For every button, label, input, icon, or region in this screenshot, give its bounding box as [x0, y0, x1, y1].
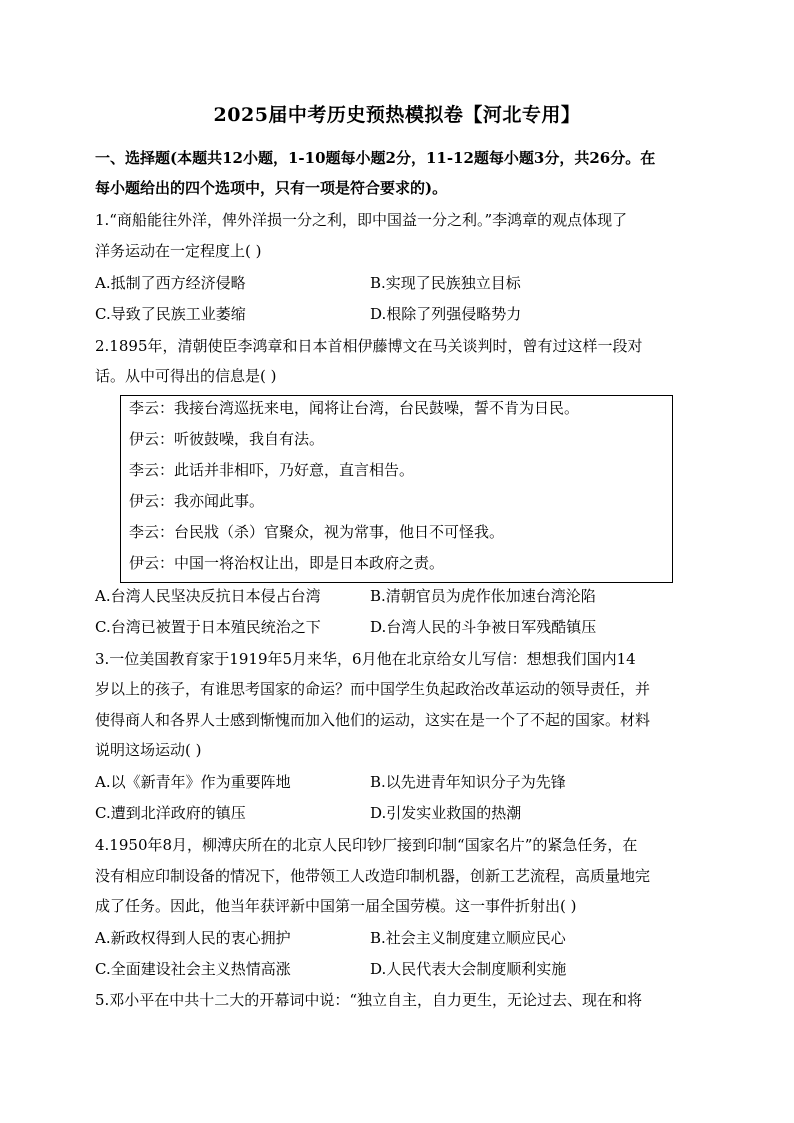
question-1-option-d: D.根除了列强侵略势力 [370, 305, 522, 323]
question-3-option-a: A.以《新青年》作为重要阵地 [95, 773, 291, 791]
question-4-option-a: A.新政权得到人民的衷心拥护 [95, 929, 291, 947]
question-4-option-c: C.全面建设社会主义热情高涨 [95, 960, 291, 978]
question-4-text: 4.1950年8月，柳溥庆所在的北京人民印钞厂接到印制“国家名片”的紧急任务，在 [95, 836, 638, 854]
question-2-option-d: D.台湾人民的斗争被日军残酷镇压 [370, 618, 597, 636]
question-2-text: 2.1895年，清朝使臣李鸿章和日本首相伊藤博文在马关谈判时，曾有过这样一段对 [95, 337, 643, 355]
question-3-text: 使得商人和各界人士感到惭愧而加入他们的运动，这实在是一个了不起的国家。材料 [95, 711, 651, 729]
question-1-text: 1.“商船能往外洋，俾外洋损一分之利，即中国益一分之利。”李鸿章的观点体现了 [95, 211, 628, 229]
section-heading: 一、选择题(本题共12小题，1-10题每小题2分，11-12题每小题3分，共26分。在 [95, 149, 656, 167]
question-5-text: 5.邓小平在中共十二大的开幕词中说：“独立自主，自力更生，无论过去、现在和将 [95, 991, 642, 1009]
question-4-text: 没有相应印制设备的情况下，他带领工人改造印制机器，创新工艺流程，高质量地完 [95, 867, 651, 885]
question-3-option-b: B.以先进青年知识分子为先锋 [370, 773, 566, 791]
question-4-option-d: D.人民代表大会制度顺利实施 [370, 960, 567, 978]
question-3-text: 说明这场运动( ) [95, 741, 202, 759]
question-2-text: 话。从中可得出的信息是( ) [95, 367, 277, 385]
question-3-option-d: D.引发实业救国的热潮 [370, 804, 522, 822]
question-2-option-b: B.清朝官员为虎作伥加速台湾沦陷 [370, 587, 596, 605]
question-2-option-c: C.台湾已被置于日本殖民统治之下 [95, 618, 321, 636]
dialogue-box [120, 395, 673, 583]
question-1-option-a: A.抵制了西方经济侵略 [95, 274, 246, 292]
page-title: 2025届中考历史预热模拟卷【河北专用】 [213, 104, 581, 126]
section-heading: 每小题给出的四个选项中，只有一项是符合要求的)。 [95, 179, 448, 197]
question-4-text: 成了任务。因此，他当年获评新中国第一届全国劳模。这一事件折射出( ) [95, 897, 577, 915]
question-3-text: 3.一位美国教育家于1919年5月来华，6月他在北京给女儿写信：想想我们国内14 [95, 650, 636, 668]
dialogue-line: 伊云：听彼鼓噪，我自有法。 [129, 430, 325, 448]
dialogue-line: 李云：台民戕（杀）官聚众，视为常事，他日不可怪我。 [129, 523, 505, 541]
question-1-option-b: B.实现了民族独立目标 [370, 274, 521, 292]
question-3-text: 岁以上的孩子，有谁思考国家的命运？而中国学生负起政治改革运动的领导责任，并 [95, 680, 651, 698]
question-3-option-c: C.遭到北洋政府的镇压 [95, 804, 246, 822]
question-1-option-c: C.导致了民族工业萎缩 [95, 305, 246, 323]
question-2-option-a: A.台湾人民坚决反抗日本侵占台湾 [95, 587, 321, 605]
dialogue-line: 李云：我接台湾巡抚来电，闻将让台湾，台民鼓噪，誓不肯为日民。 [129, 399, 580, 417]
dialogue-line: 伊云：中国一将治权让出，即是日本政府之责。 [129, 554, 445, 572]
question-1-text: 洋务运动在一定程度上( ) [95, 242, 262, 260]
question-4-option-b: B.社会主义制度建立顺应民心 [370, 929, 566, 947]
dialogue-line: 李云：此话并非相吓，乃好意，直言相告。 [129, 461, 415, 479]
dialogue-line: 伊云：我亦闻此事。 [129, 492, 265, 510]
